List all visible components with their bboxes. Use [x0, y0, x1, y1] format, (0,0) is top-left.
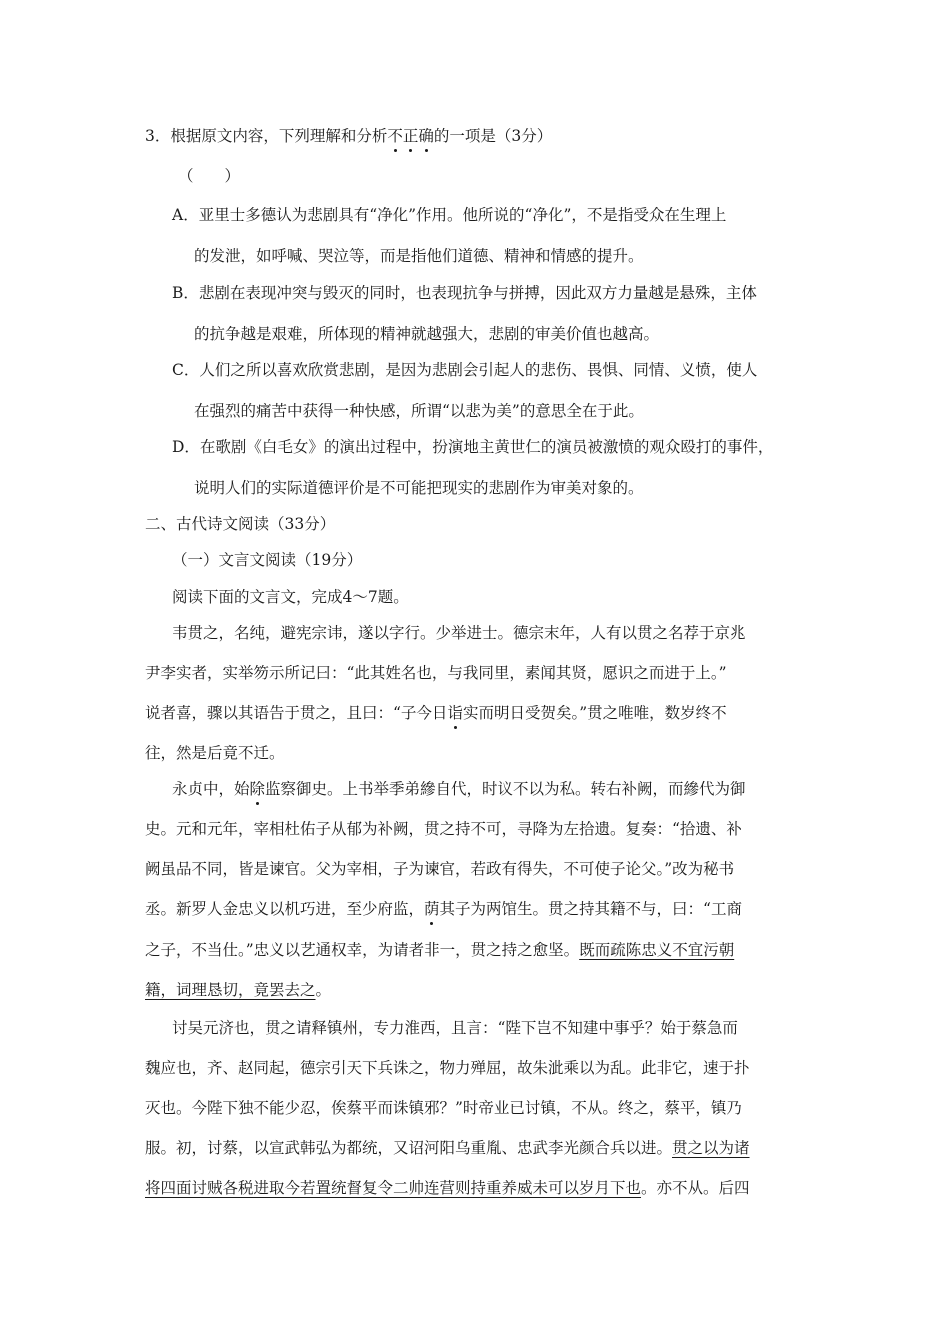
option-b-line1: B．悲剧在表现冲突与毁灭的同时，也表现抗争与拼搏，因此双方力量越是悬殊，主体 — [172, 284, 757, 302]
passage-line: 将四面讨贼各税进取今若置统督复令二帅连营则持重养威未可以岁月下也。亦不从。后四 — [145, 1179, 750, 1197]
option-d-line2: 说明人们的实际道德评价是不可能把现实的悲剧作为审美对象的。 — [194, 479, 644, 497]
emphasis-char: 正 — [402, 127, 419, 145]
passage-line: 籍，词理恳切，竟罢去之。 — [145, 981, 332, 999]
answer-parentheses: （ ） — [178, 167, 241, 185]
instruction-text: 阅读下面的文言文，完成4～7题。 — [172, 588, 409, 606]
option-a-line2: 的发泄，如呼喊、哭泣等，而是指他们道德、精神和情感的提升。 — [194, 247, 644, 265]
passage-line: 灭也。今陛下独不能少忍，俟蔡平而诛镇邪？”时帝业已讨镇，不从。终之，蔡平，镇乃 — [145, 1099, 742, 1117]
subsection-heading: （一）文言文阅读（19分） — [172, 551, 363, 569]
passage-line: 魏应也，齐、赵同起，德宗引天下兵诛之，物力殚屈，故朱泚乘以为乱。此非它，速于扑 — [145, 1059, 750, 1077]
underlined-sentence: 贯之以为诸 — [672, 1139, 750, 1157]
emphasis-char: 诣 — [447, 704, 463, 722]
emphasis-char: 荫 — [424, 900, 440, 918]
option-b-line2: 的抗争越是艰难，所体现的精神就越强大，悲剧的审美价值也越高。 — [194, 325, 660, 343]
passage-line: 说者喜，骤以其语告于贯之，且曰：“子今日诣实而明日受贺矣。”贯之唯唯，数岁终不 — [145, 704, 727, 722]
option-c-line2: 在强烈的痛苦中获得一种快感，所谓“以悲为美”的意思全在于此。 — [194, 402, 644, 420]
emphasis-char: 确 — [418, 127, 434, 145]
underlined-sentence: 籍，词理恳切，竟罢去之 — [145, 981, 316, 999]
passage-line: 服。初，讨蔡，以宣武韩弘为都统，又诏河阳乌重胤、忠武李光颜合兵以进。贯之以为诸 — [145, 1139, 750, 1157]
option-d-line1: D．在歌剧《白毛女》的演出过程中，扮演地主黄世仁的演员被激愤的观众殴打的事件， — [172, 438, 774, 456]
passage-line: 之子，不当仕。”忠义以艺通权幸，为请者非一，贯之持之愈坚。既而疏陈忠义不宜污朝 — [145, 941, 735, 959]
passage-line: 讨吴元济也，贯之请释镇州，专力淮西，且言：“陛下岂不知建中事乎？始于蔡急而 — [172, 1019, 738, 1037]
question-3-stem: 3．根据原文内容，下列理解和分析不正确的一项是（3分） — [145, 127, 553, 145]
section-heading: 二、古代诗文阅读（33分） — [145, 515, 336, 533]
passage-line: 往，然是后竟不迁。 — [145, 744, 285, 762]
passage-line: 阙虽品不同，皆是谏官。父为宰相，子为谏官，若政有得失，不可使子论父。”改为秘书 — [145, 860, 735, 878]
passage-line: 尹李实者，实举笏示所记曰：“此其姓名也，与我同里，素闻其贤，愿识之而进于上。” — [145, 664, 727, 682]
underlined-sentence: 将四面讨贼各税进取今若置统督复令二帅连营则持重养威未可以岁月下也 — [145, 1179, 642, 1197]
passage-line: 韦贯之，名纯，避宪宗讳，遂以字行。少举进士。德宗末年，人有以贯之名荐于京兆 — [172, 624, 746, 642]
passage-line: 丞。新罗人金忠义以机巧进，至少府监，荫其子为两馆生。贯之持其籍不与，曰：“工商 — [145, 900, 742, 918]
passage-line: 史。元和元年，宰相杜佑子从郁为补阙，贯之持不可，寻降为左拾遗。复奏：“拾遗、补 — [145, 820, 742, 838]
emphasis-char: 不 — [387, 127, 403, 145]
emphasis-char: 除 — [249, 780, 266, 798]
option-c-line1: C．人们之所以喜欢欣赏悲剧，是因为悲剧会引起人的悲伤、畏惧、同情、义愤，使人 — [172, 361, 758, 379]
passage-line: 永贞中，始除监察御史。上书举季弟縿自代，时议不以为私。转右补阙，而縿代为御 — [172, 780, 746, 798]
underlined-sentence: 既而疏陈忠义不宜污朝 — [579, 941, 735, 959]
option-a-line1: A．亚里士多德认为悲剧具有“净化”作用。他所说的“净化”，不是指受众在生理上 — [172, 206, 727, 224]
